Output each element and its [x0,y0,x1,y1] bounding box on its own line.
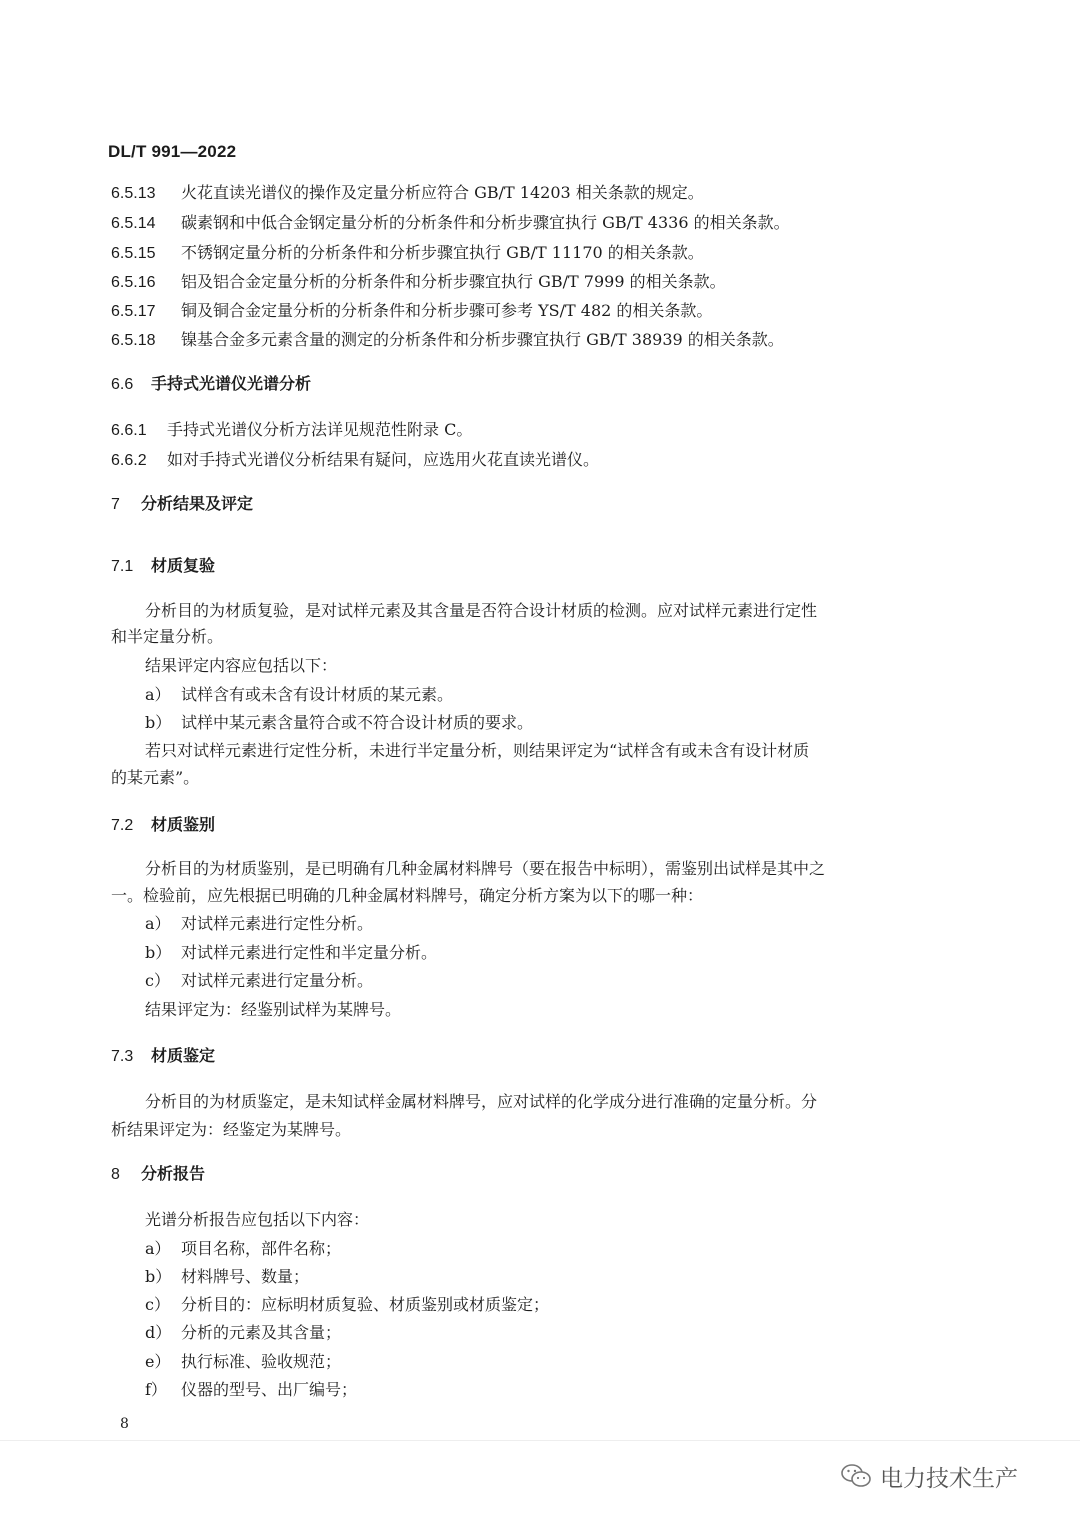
list-item-7-2-a: a） 对试样元素进行定性分析。 [145,914,374,933]
list-item-8-e: e） 执行标准、验收规范； [145,1352,342,1371]
list-item-7-2-c: c） 对试样元素进行定量分析。 [145,971,374,990]
paragraph-7-1-note-line-1: 若只对试样元素进行定性分析，未进行半定量分析，则结果评定为“试样含有或未含有设计材质 [145,741,810,760]
clause-6-5-17: 6.5.17 铜及铜合金定量分析的分析条件和分析步骤可参考 YS/T 482 的相关条款。 [111,301,713,320]
list-item-8-d: d） 分析的元素及其含量； [145,1323,342,1342]
paragraph-7-1-line-2: 和半定量分析。 [111,627,224,646]
list-item-7-2-b: b） 对试样元素进行定性和半定量分析。 [145,943,438,962]
clause-6-5-18: 6.5.18 镍基合金多元素含量的测定的分析条件和分析步骤宜执行 GB/T 38939 的相关条款。 [111,330,784,349]
paragraph-7-2-line-1: 分析目的为材质鉴别，是已明确有几种金属材料牌号（要在报告中标明），需鉴别出试样是其中之 [145,859,826,878]
paragraph-7-3-line-1: 分析目的为材质鉴定，是未知试样金属材料牌号，应对试样的化学成分进行准确的定量分析。分 [145,1092,818,1111]
section-heading-8: 8 分析报告 [111,1164,206,1183]
clause-6-6-1: 6.6.1 手持式光谱仪分析方法详见规范性附录 C。 [111,420,473,439]
list-item-8-c: c） 分析目的：应标明材质复验、材质鉴别或材质鉴定； [145,1295,550,1314]
section-heading-7-1: 7.1 材质复验 [111,556,216,575]
paragraph-7-1-line-1: 分析目的为材质复验，是对试样元素及其含量是否符合设计材质的检测。应对试样元素进行定性 [145,601,818,620]
section-heading-7: 7 分析结果及评定 [111,494,254,513]
section-heading-6-6: 6.6 手持式光谱仪光谱分析 [111,374,312,393]
list-item-8-f: f） 仪器的型号、出厂编号； [145,1380,358,1399]
list-item-7-1-a: a） 试样含有或未含有设计材质的某元素。 [145,685,454,704]
wechat-icon [840,1462,872,1490]
list-item-8-a: a） 项目名称，部件名称； [145,1239,342,1258]
page-number: 8 [120,1416,129,1432]
clause-6-5-13: 6.5.13 火花直读光谱仪的操作及定量分析应符合 GB/T 14203 相关条款的规定。 [111,183,704,202]
list-item-8-b: b） 材料牌号、数量； [145,1267,310,1286]
clause-6-5-15: 6.5.15 不锈钢定量分析的分析条件和分析步骤宜执行 GB/T 11170 的相关条款。 [111,243,704,262]
paragraph-7-2-result: 结果评定为：经鉴别试样为某牌号。 [145,1000,402,1019]
clause-6-6-2: 6.6.2 如对手持式光谱仪分析结果有疑问，应选用火花直读光谱仪。 [111,450,600,469]
watermark-text: 电力技术生产 [880,1465,1018,1492]
paragraph-7-1-criteria: 结果评定内容应包括以下： [145,656,338,675]
section-heading-7-3: 7.3 材质鉴定 [111,1046,216,1065]
footer-divider [0,1440,1080,1441]
clause-6-5-16: 6.5.16 铝及铝合金定量分析的分析条件和分析步骤宜执行 GB/T 7999 的相关条款。 [111,272,726,291]
clause-6-5-14: 6.5.14 碳素钢和中低合金钢定量分析的分析条件和分析步骤宜执行 GB/T 4336 的相关条款。 [111,213,790,232]
paragraph-7-2-line-2: 一。检验前，应先根据已明确的几种金属材料牌号，确定分析方案为以下的哪一种： [111,886,704,905]
paragraph-8-intro: 光谱分析报告应包括以下内容： [145,1210,370,1229]
paragraph-7-3-line-2: 析结果评定为：经鉴定为某牌号。 [111,1120,352,1139]
watermark [840,1458,1018,1494]
paragraph-7-1-note-line-2: 的某元素”。 [111,768,200,787]
section-heading-7-2: 7.2 材质鉴别 [111,815,216,834]
list-item-7-1-b: b） 试样中某元素含量符合或不符合设计材质的要求。 [145,713,534,732]
standard-code: DL/T 991—2022 [108,142,237,161]
